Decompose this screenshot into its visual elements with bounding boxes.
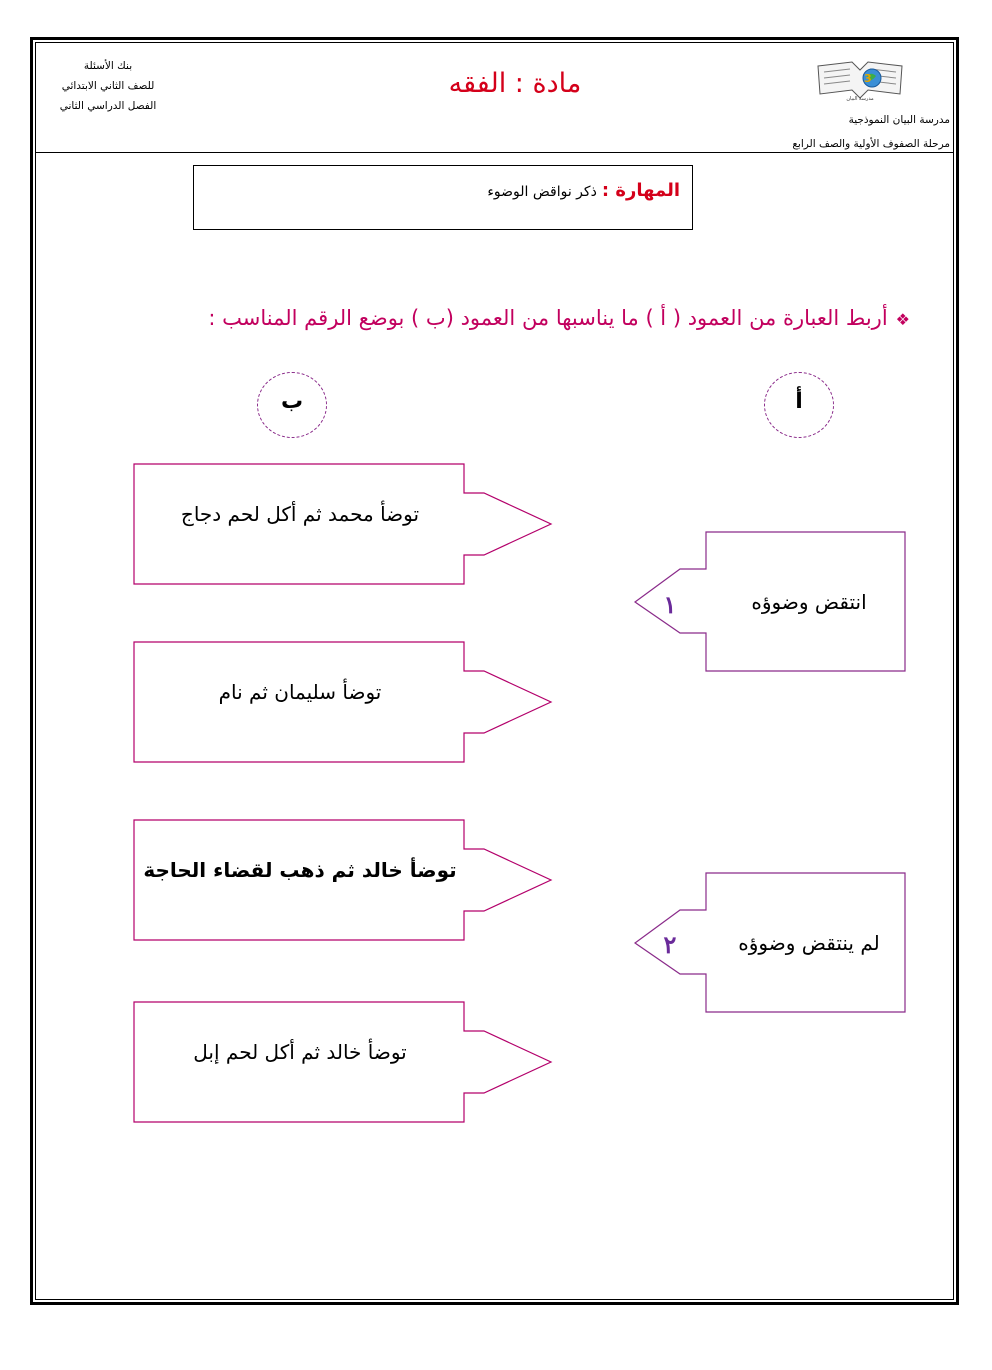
instruction-text: أربط العبارة من العمود ( أ ) ما يناسبها من العمود (ب ) بوضع الرقم المناسب : (208, 306, 888, 330)
header-left-line-3: الفصل الدراسي الثاني (59, 100, 157, 112)
skill-text: ذكر نواقض الوضوء (487, 184, 597, 200)
header-left-line-2: للصف الثاني الابتدائي (61, 80, 155, 92)
column-a-header: أ (764, 372, 834, 438)
column-b-text-4: توضأ خالد ثم أكل لحم إبل (193, 1040, 407, 1064)
column-b-text-2: توضأ سليمان ثم نام (218, 680, 382, 704)
header-left-block (48, 56, 168, 116)
svg-text:3: 3 (864, 72, 872, 85)
column-b-text-1: توضأ محمد ثم أكل لحم دجاج (180, 502, 420, 526)
school-logo (812, 58, 908, 102)
column-b-text-3: توضأ خالد ثم ذهب لقضاء الحاجة (143, 858, 457, 882)
header-right-block (700, 108, 950, 156)
column-a-text-2: لم ينتقض وضوؤه (738, 931, 880, 955)
column-a-number-2: ٢ (663, 930, 677, 959)
diamond-bullet-icon: ❖ (895, 310, 910, 329)
skill-box (193, 165, 693, 230)
skill-label: المهارة : (601, 180, 680, 201)
logo-caption: مدرسة البيان (846, 96, 874, 102)
column-b-header: ب (257, 372, 327, 438)
subject-title: مادة : الفقه (448, 68, 582, 99)
instruction (120, 306, 910, 330)
header-left-line-1: بنك الأسئلة (83, 60, 133, 72)
school-stage: مرحلة الصفوف الأولية والصف الرابع (792, 138, 950, 150)
column-a-text-1: انتقض وضوؤه (751, 590, 867, 614)
column-a-number-1: ١ (663, 590, 677, 619)
school-name: مدرسة البيان النموذجية (848, 114, 950, 126)
